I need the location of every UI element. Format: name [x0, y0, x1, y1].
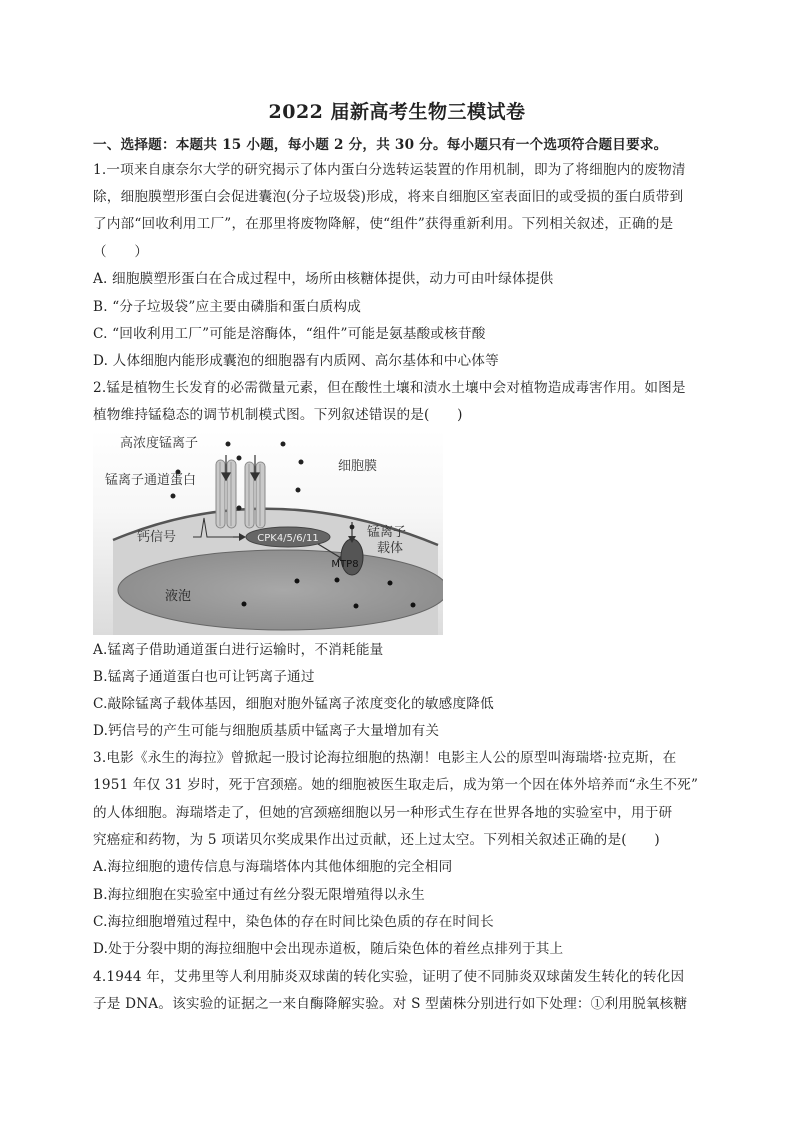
section-header: 一、选择题：本题共 15 小题，每小题 2 分，共 30 分。每小题只有一个选项符合题目要求。 [93, 137, 668, 153]
answer-blank: （ ） [93, 244, 149, 260]
manganese-ion [350, 525, 355, 530]
question-stem-line: 究癌症和药物，为 5 项诺贝尔奖成果作出过贡献，还上过太空。下列相关叙述正确的是( ) [93, 832, 660, 848]
option-d: D.钙信号的产生可能与细胞质基质中锰离子大量增加有关 [93, 723, 440, 739]
option-b: B. “分子垃圾袋”应主要由磷脂和蛋白质构成 [93, 299, 362, 315]
question-stem-line: 了内部“回收利用工厂”，在那里将废物降解，使“组件”获得重新利用。下列相关叙述，正确的是 [93, 216, 674, 232]
option-a: A.海拉细胞的遗传信息与海瑞塔体内其他体细胞的完全相同 [93, 859, 453, 875]
high-manganese-label: 高浓度锰离子 [120, 436, 199, 451]
option-c: C. “回收利用工厂”可能是溶酶体，“组件”可能是氨基酸或核苷酸 [93, 326, 486, 342]
option-b: B.海拉细胞在实验室中通过有丝分裂无限增殖得以永生 [93, 887, 425, 903]
mtp8-label: MTP8 [331, 559, 359, 570]
option-b: B.锰离子通道蛋白也可让钙离子通过 [93, 669, 315, 685]
option-a: A. 细胞膜塑形蛋白在合成过程中，场所由核糖体提供，动力可由叶绿体提供 [93, 271, 554, 287]
vacuole-label: 液泡 [165, 589, 192, 604]
cpk-label: CPK4/5/6/11 [257, 533, 319, 544]
question-stem-line: 3.电影《永生的海拉》曾掀起一股讨论海拉细胞的热潮！电影主人公的原型叫海瑞塔·拉克斯，在 [93, 750, 677, 766]
question-stem-line: 的人体细胞。海瑞塔走了，但她的宫颈癌细胞以另一种形式生存在世界各地的实验室中，用于研 [93, 805, 673, 821]
option-a: A.锰离子借助通道蛋白进行运输时，不消耗能量 [93, 642, 384, 658]
cell-membrane-label: 细胞膜 [338, 459, 378, 474]
question-stem-line: 植物维持锰稳态的调节机制模式图。下列叙述错误的是( ) [93, 407, 463, 423]
channel-protein-label: 锰离子通道蛋白 [105, 473, 197, 488]
manganese-regulation-figure [93, 430, 443, 635]
option-d: D. 人体细胞内能形成囊泡的细胞器有内质网、高尔基体和中心体等 [93, 353, 499, 369]
option-c: C.海拉细胞增殖过程中，染色体的存在时间比染色质的存在时间长 [93, 914, 494, 930]
question-stem-line: 1.一项来自康奈尔大学的研究揭示了体内蛋白分选转运装置的作用机制，即为了将细胞内的废物清 [93, 162, 686, 178]
page-title: 2022 届新高考生物三模试卷 [268, 101, 526, 123]
carrier-label-line2: 载体 [377, 541, 404, 556]
question-stem-line: 2.锰是植物生长发育的必需微量元素，但在酸性土壤和渍水土壤中会对植物造成毒害作用。如图是 [93, 380, 686, 396]
question-stem-line: 子是 DNA。该实验的证据之一来自酶降解实验。对 S 型菌株分别进行如下处理：①利用脱氧核糖 [93, 996, 688, 1012]
carrier-label-line1: 锰离子 [367, 525, 407, 540]
option-d: D.处于分裂中期的海拉细胞中会出现赤道板，随后染色体的着丝点排列于其上 [93, 941, 564, 957]
question-stem-line: 4.1944 年，艾弗里等人利用肺炎双球菌的转化实验，证明了使不同肺炎双球菌发生转化的转化因 [93, 969, 685, 985]
option-c: C.敲除锰离子载体基因，细胞对胞外锰离子浓度变化的敏感度降低 [93, 696, 494, 712]
calcium-signal-label: 钙信号 [137, 530, 177, 545]
question-stem-line: 1951 年仅 31 岁时，死于宫颈癌。她的细胞被医生取走后，成为第一个因在体外培养而“永生不死” [93, 777, 699, 793]
question-stem-line: 除，细胞膜塑形蛋白会促进囊泡(分子垃圾袋)形成，将来自细胞区室表面旧的或受损的蛋白质带到 [93, 189, 684, 205]
